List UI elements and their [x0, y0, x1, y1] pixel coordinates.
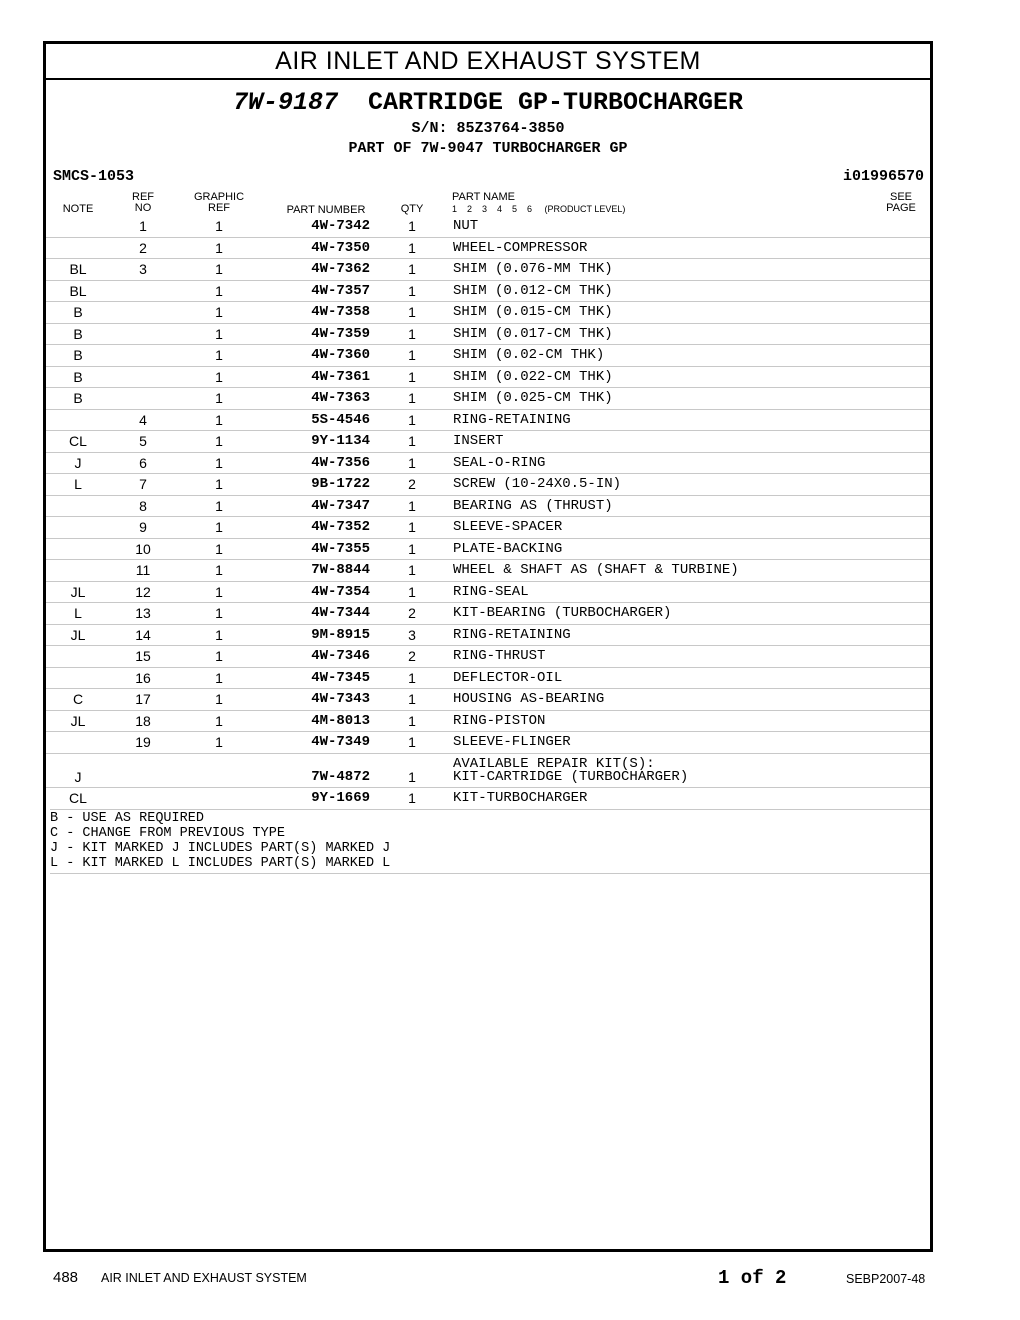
qty-cell: 1 — [408, 519, 416, 535]
note-cell: JL — [70, 712, 86, 729]
part-name-cell: SHIM (0.015-CM THK) — [453, 304, 613, 320]
note-cell: B — [73, 347, 83, 363]
qty-cell: 1 — [408, 218, 416, 234]
graphic-ref-cell: 1 — [215, 562, 223, 578]
graphic-ref-cell: 1 — [215, 239, 223, 256]
table-row — [46, 366, 930, 388]
table-row — [46, 301, 930, 323]
note-cell: C — [72, 691, 84, 707]
qty-cell: 1 — [408, 768, 416, 785]
part-name-cell: INSERT — [453, 433, 504, 449]
table-row — [46, 731, 930, 753]
qty-cell: 3 — [408, 626, 416, 643]
col-ref — [118, 192, 168, 214]
part-name-cell: DEFLECTOR-OIL — [453, 669, 563, 686]
part-name-cell: RING-SEAL — [453, 583, 529, 600]
ref-no-cell: 7 — [139, 476, 147, 492]
table-row — [46, 710, 930, 732]
parts-table — [46, 216, 930, 808]
kit-row — [46, 787, 930, 809]
part-name-cell: RING-PISTON — [453, 712, 546, 729]
part-number-cell: 9Y-1134 — [311, 433, 370, 449]
part-number-cell: 4W-7344 — [311, 605, 370, 621]
part-name-cell: NUT — [453, 218, 479, 234]
footer-section: AIR INLET AND EXHAUST SYSTEM — [101, 1271, 307, 1285]
graphic-ref-cell: 1 — [215, 734, 223, 750]
section-title: AIR INLET AND EXHAUST SYSTEM — [46, 44, 930, 80]
table-row — [46, 216, 930, 237]
graphic-ref-cell: 1 — [215, 669, 223, 686]
graphic-ref-cell: 1 — [215, 325, 223, 342]
ref-no-cell: 16 — [135, 669, 151, 686]
table-row — [46, 323, 930, 345]
note-line: J - KIT MARKED J INCLUDES PART(S) MARKED J — [50, 841, 391, 856]
qty-cell: 1 — [408, 390, 416, 406]
qty-cell: 1 — [408, 411, 416, 428]
table-row — [46, 344, 930, 366]
qty-cell: 1 — [408, 261, 416, 277]
part-number-cell: 9M-8915 — [311, 626, 370, 643]
col-graphic-top: GRAPHIC — [193, 191, 245, 203]
note-cell: BL — [69, 282, 87, 299]
part-name-cell: RING-THRUST — [453, 648, 546, 664]
graphic-ref-cell: 1 — [215, 261, 223, 277]
part-number-cell: 5S-4546 — [311, 411, 370, 428]
qty-cell: 1 — [408, 583, 416, 600]
col-graphic-ref — [184, 192, 254, 214]
document-id: SEBP2007-48 — [846, 1272, 926, 1286]
page-number: 488 — [53, 1269, 79, 1286]
graphic-ref-cell: 1 — [215, 648, 223, 664]
part-number-cell: 4W-7359 — [311, 325, 370, 342]
graphic-ref-cell: 1 — [215, 454, 223, 471]
table-row — [46, 581, 930, 603]
note-cell: BL — [69, 261, 87, 277]
ref-no-cell: 9 — [139, 519, 147, 535]
qty-cell: 1 — [408, 433, 416, 449]
graphic-ref-cell: 1 — [215, 411, 223, 428]
note-cell: JL — [70, 583, 86, 600]
col-graphic-bottom: REF — [208, 202, 230, 214]
table-row — [46, 538, 930, 560]
graphic-ref-cell: 1 — [215, 390, 223, 406]
kits-header: AVAILABLE REPAIR KIT(S): — [453, 755, 655, 772]
page-footer — [0, 1267, 1020, 1291]
note-line: B - USE AS REQUIRED — [50, 811, 204, 826]
graphic-ref-cell: 1 — [215, 605, 223, 621]
page-of: 1 of 2 — [718, 1267, 787, 1289]
smcs-code: SMCS-1053 — [53, 168, 135, 185]
qty-cell: 1 — [408, 239, 416, 256]
notes-legend — [50, 809, 930, 874]
part-number-cell: 4W-7347 — [311, 497, 370, 514]
part-name-cell: SHIM (0.017-CM THK) — [453, 325, 613, 342]
part-name-cell: SLEEVE-FLINGER — [453, 734, 571, 750]
qty-cell: 1 — [408, 497, 416, 514]
note-cell: B — [73, 368, 83, 385]
qty-cell: 1 — [408, 734, 416, 750]
col-ref-bottom: NO — [134, 202, 152, 214]
graphic-ref-cell: 1 — [215, 476, 223, 492]
part-name-cell: HOUSING AS-BEARING — [453, 691, 605, 707]
part-number-cell: 4W-7342 — [311, 218, 370, 234]
group-part-number: 7W-9187 — [232, 88, 338, 117]
ref-no-cell: 2 — [139, 239, 147, 256]
part-number-cell: 4W-7349 — [311, 734, 370, 750]
col-part-number: PART NUMBER — [286, 204, 366, 216]
graphic-ref-cell: 1 — [215, 540, 223, 557]
qty-cell: 1 — [408, 562, 416, 578]
graphic-ref-cell: 1 — [215, 304, 223, 320]
col-qty: QTY — [400, 203, 424, 215]
table-row — [46, 409, 930, 431]
qty-cell: 1 — [408, 669, 416, 686]
part-name-cell: RING-RETAINING — [453, 411, 571, 428]
ref-no-cell: 18 — [135, 712, 151, 729]
qty-cell: 1 — [408, 304, 416, 320]
part-name-cell: WHEEL-COMPRESSOR — [453, 239, 588, 256]
table-row — [46, 387, 930, 409]
part-name-cell: RING-RETAINING — [453, 626, 571, 643]
ref-no-cell: 15 — [135, 648, 151, 664]
part-name-cell: KIT-BEARING (TURBOCHARGER) — [453, 605, 672, 621]
part-name-cell: KIT-TURBOCHARGER — [453, 789, 588, 806]
table-row — [46, 645, 930, 667]
part-number-cell: 4W-7350 — [311, 239, 370, 256]
graphic-ref-cell: 1 — [215, 497, 223, 514]
note-cell: B — [73, 325, 83, 342]
ref-no-cell: 11 — [135, 562, 151, 578]
col-see-page — [876, 192, 926, 214]
col-note: NOTE — [62, 203, 94, 215]
part-number-cell: 4W-7357 — [311, 282, 370, 299]
graphic-ref-cell: 1 — [215, 712, 223, 729]
part-number-cell: 4W-7358 — [311, 304, 370, 320]
table-row — [46, 667, 930, 689]
part-of-text: PART OF 7W-9047 TURBOCHARGER GP — [348, 140, 628, 157]
part-number-cell: 4W-7362 — [311, 261, 370, 277]
part-number-cell: 4W-7345 — [311, 669, 370, 686]
qty-cell: 2 — [408, 605, 416, 621]
qty-cell: 1 — [408, 282, 416, 299]
part-number-cell: 7W-4872 — [311, 768, 370, 785]
qty-cell: 1 — [408, 712, 416, 729]
table-row — [46, 473, 930, 495]
part-number-cell: 4W-7343 — [311, 691, 370, 707]
note-cell: J — [74, 768, 82, 785]
ref-no-cell: 13 — [135, 605, 151, 621]
part-number-cell: 4W-7352 — [311, 519, 370, 535]
group-name: CARTRIDGE GP-TURBOCHARGER — [367, 88, 744, 117]
part-name-cell: SLEEVE-SPACER — [453, 519, 563, 535]
col-see-bottom: PAGE — [886, 202, 916, 214]
part-name-cell: WHEEL & SHAFT AS (SHAFT & TURBINE) — [453, 562, 739, 578]
part-number-cell: 4W-7355 — [311, 540, 370, 557]
table-row — [46, 452, 930, 474]
part-name-cell: SCREW (10-24X0.5-IN) — [453, 476, 622, 492]
note-line: L - KIT MARKED L INCLUDES PART(S) MARKED L — [50, 856, 391, 871]
part-name-cell: SHIM (0.012-CM THK) — [453, 282, 613, 299]
qty-cell: 1 — [408, 540, 416, 557]
graphic-ref-cell: 1 — [215, 368, 223, 385]
table-row — [46, 237, 930, 259]
part-number-cell: 9Y-1669 — [311, 789, 370, 806]
table-row — [46, 258, 930, 280]
table-row — [46, 516, 930, 538]
graphic-ref-cell: 1 — [215, 347, 223, 363]
ref-no-cell: 8 — [139, 497, 147, 514]
col-part-name: PART NAME — [452, 191, 515, 203]
part-number-cell: 4W-7356 — [311, 454, 370, 471]
table-row — [46, 430, 930, 452]
note-cell: JL — [70, 626, 86, 643]
graphic-ref-cell: 1 — [215, 583, 223, 600]
ref-no-cell: 4 — [139, 411, 147, 428]
table-row — [46, 624, 930, 646]
part-name-cell: SHIM (0.025-CM THK) — [453, 390, 613, 406]
note-cell: B — [73, 304, 83, 320]
qty-cell: 1 — [408, 454, 416, 471]
part-number-cell: 4W-7363 — [311, 390, 370, 406]
col-see-top: SEE — [889, 191, 912, 203]
qty-cell: 2 — [408, 648, 416, 664]
graphic-ref-cell: 1 — [215, 218, 223, 234]
part-number-cell: 4W-7360 — [311, 347, 370, 363]
part-number-cell: 4M-8013 — [311, 712, 370, 729]
graphic-ref-cell: 1 — [215, 626, 223, 643]
ref-no-cell: 5 — [139, 433, 147, 449]
graphic-ref-cell: 1 — [215, 433, 223, 449]
table-row — [46, 495, 930, 517]
kit-row — [46, 753, 930, 787]
part-name-cell: SHIM (0.022-CM THK) — [453, 368, 613, 385]
graphic-ref-cell: 1 — [215, 519, 223, 535]
part-number-cell: 4W-7354 — [311, 583, 370, 600]
serial-range: S/N: 85Z3764-3850 — [411, 120, 565, 137]
table-row — [46, 688, 930, 710]
note-cell: CL — [69, 433, 87, 449]
qty-cell: 1 — [408, 691, 416, 707]
part-number-cell: 4W-7346 — [311, 648, 370, 664]
note-cell: B — [73, 390, 83, 406]
ref-no-cell: 12 — [135, 583, 151, 600]
part-number-cell: 7W-8844 — [311, 562, 370, 578]
part-name-cell: BEARING AS (THRUST) — [453, 497, 613, 514]
qty-cell: 1 — [408, 347, 416, 363]
ref-no-cell: 6 — [139, 454, 147, 471]
note-cell: L — [74, 476, 82, 492]
graphic-ref-cell: 1 — [215, 691, 223, 707]
part-name-cell: SEAL-O-RING — [453, 454, 546, 471]
qty-cell: 1 — [408, 368, 416, 385]
ref-no-cell: 10 — [135, 540, 151, 557]
part-number-cell: 9B-1722 — [311, 476, 370, 492]
group-heading — [46, 88, 930, 118]
part-number-cell: 4W-7361 — [311, 368, 370, 385]
parts-page-frame — [43, 41, 933, 1252]
qty-cell: 2 — [408, 476, 416, 492]
table-row — [46, 559, 930, 581]
table-row — [46, 280, 930, 302]
note-cell: J — [74, 454, 82, 471]
note-line: C - CHANGE FROM PREVIOUS TYPE — [50, 826, 285, 841]
qty-cell: 1 — [408, 789, 416, 806]
table-row — [46, 602, 930, 624]
col-product-levels: 1 2 3 4 5 6 (PRODUCT LEVEL) — [452, 204, 626, 214]
ref-no-cell: 17 — [135, 691, 151, 707]
ref-no-cell: 3 — [139, 261, 147, 277]
part-name-cell: SHIM (0.076-MM THK) — [453, 261, 613, 277]
part-name-cell: PLATE-BACKING — [453, 540, 563, 557]
col-ref-top: REF — [132, 191, 154, 203]
illustration-id: i01996570 — [842, 168, 924, 185]
part-name-cell: SHIM (0.02-CM THK) — [453, 347, 605, 363]
part-name-cell: KIT-CARTRIDGE (TURBOCHARGER) — [453, 768, 689, 785]
note-cell: CL — [69, 789, 87, 806]
ref-no-cell: 1 — [139, 218, 147, 234]
qty-cell: 1 — [408, 325, 416, 342]
ref-no-cell: 19 — [135, 734, 151, 750]
graphic-ref-cell: 1 — [215, 282, 223, 299]
note-cell: L — [74, 605, 82, 621]
ref-no-cell: 14 — [135, 626, 151, 643]
